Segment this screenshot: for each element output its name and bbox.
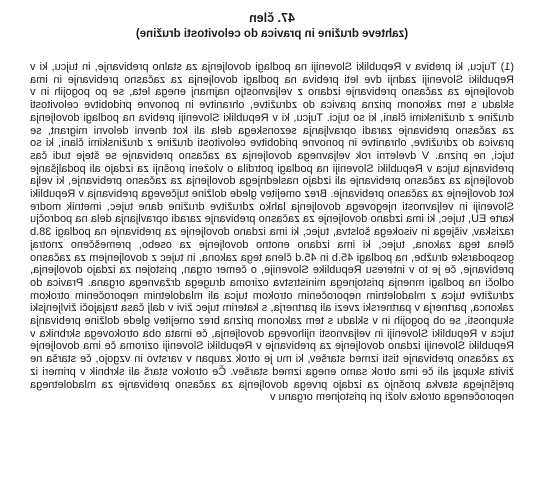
article-paragraph: (1) Tujcu, ki prebiva v Republiki Sloveniji na podlagi dovoljenja za stalno prebivanje, in tujcu, ki v Republiki Sloveniji zadnji dve leti prebiva na podlagi dovoljenja za začasno prebivanje in ima dovoljenje za začasno prebivanje izdano z veljavnostjo najmanj enega leta, se po pogojih in v skladu s tem zakonom prizna pravica do združitve, ohranitve in ponovne pridobitve celovitosti družine z družinskimi člani, ki so tujci. Tujcu, ki v Republiki Sloveniji prebiva na podlagi dovoljenja za začasno prebivanje zaradi opravljanja sezonskega dela ali kot dnevni delovni migrant, se pravica do združitve, ohranitve in ponovne pridobitve celovitosti družine z družinskimi člani, ki so tujci, ne prizna. V dvelетni rok veljavnega dovoljenja za začasno prebivanje se šteje tudi čas prebivanja tujca v Republiki Sloveniji na podlagi potrdila o vloženi prošnji za izdajo ali podaljšanje dovoljenja za začasno prebivanje ali izdajo naslednjega dovoljenja za začasno prebivanje, ki velja kot dovoljenje za začasno prebivanje. Brez omejitev glede dolžine tujčevega prebivanja v Republiki Sloveniji in veljavnosti njegovega dovoljenja lahko združitve družine dane tujec, imetnik modre karte EU, tujec, ki ima izdano dovoljenje za začasno prebivanje zaradi opravljanja dela na področju raziskav, višjega in visokega šolstva, tujec, ki ima izdano dovoljenje za prebivanje na podlagi 38.b člena tega zakona, tujec, ki ima izdano enotno dovoljenje za osebo, premeščeno znotraj gospodarske družbe, na podlagi 45.b in 45.d člena tega zakona, in tujec z dovoljenjem za začasno prebivanje, če je to v interesu Republike Slovenije, o čemer organ, pristojen za izdajo dovoljenja, odloči na podlagi mnenja pristojnega ministrstva oziroma drugega državnega organa. Pravica do združitve tujca z mladoletnim neporočenim otrokom tujca ali mladoletnim neporočenim otrokom zakonca, partnerja v partnerski zvezi ali partnerja, s katerim tujec živi v dalj časa trajajoči življenjski skupnosti, se ob pogojih in v skladu s tem zakonom prizna brez omejitev glede dolžine prebivanja tujca v Republiki Sloveniji in veljavnosti njihovega dovoljenja, če imata oba otrokovega skrbnika v Republiki Sloveniji izdano dovoljenje za prebivanje v Republiki Sloveniji oziroma če ima dovoljenje za začasno prebivanje tisti izmed staršev, ki mu je otrok zaupan v varstvo in vzgojo, če starša ne živita skupaj ali če ima otrok samo enega izmed staršev. Če otrokov starš ali skrbnik v primeri iz prejšnjega stavka prošnjo za izdajo prvega dovoljenja za začasno prebivanje za mladoletnega neporočenega otroka vloži pri pristojnem organu v (30, 61, 514, 404)
article-subtitle: (zahteve družine in pravica do celovitosti družine) (135, 28, 409, 40)
article-heading (30, 10, 514, 42)
article-title: 47. člen (249, 11, 295, 25)
